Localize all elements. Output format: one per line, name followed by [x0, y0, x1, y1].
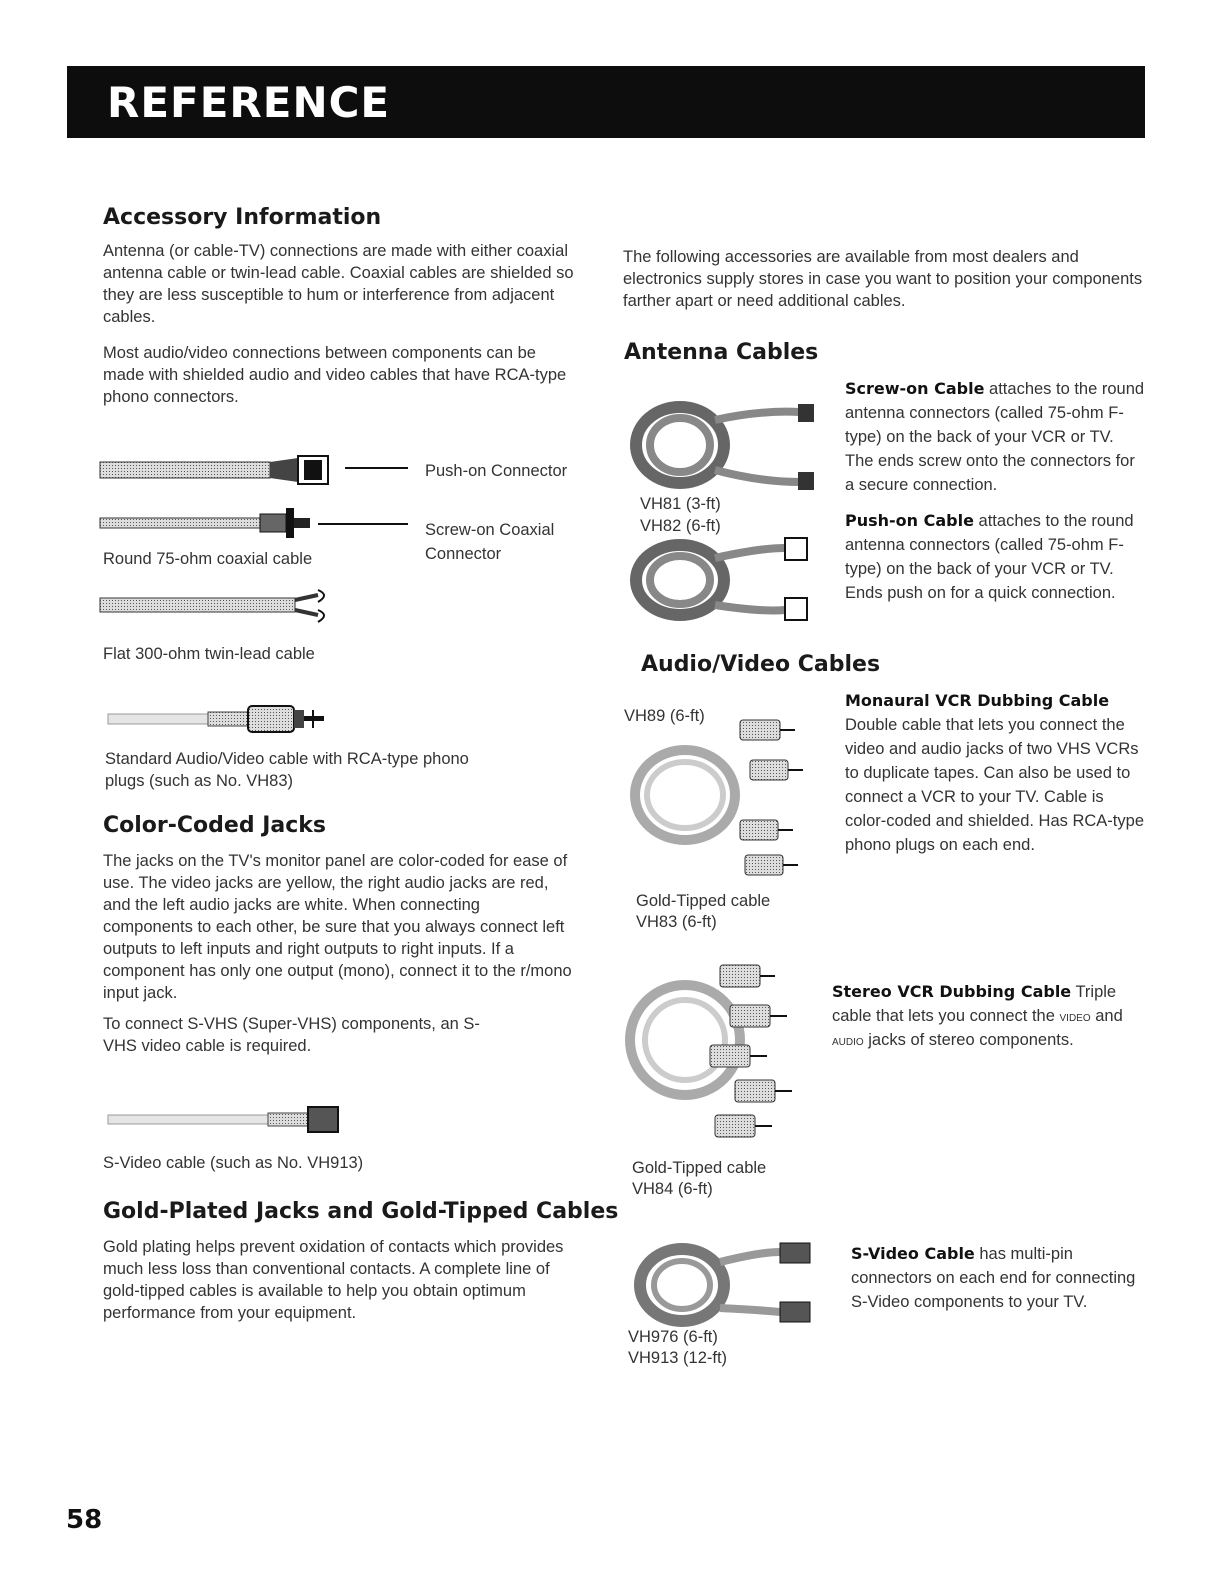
svideo-coil-illustration [620, 1240, 820, 1330]
svideo-cable-illustration [108, 1105, 348, 1135]
vh84-label: VH84 (6-ft) [632, 1180, 713, 1198]
av-cables-heading: Audio/Video Cables [641, 652, 881, 677]
vh83-cable-illustration [615, 935, 825, 1145]
vh83-label: VH83 (6-ft) [636, 913, 717, 931]
page-banner [67, 66, 1145, 138]
antenna-cables-heading: Antenna Cables [624, 340, 819, 365]
push-on-cable-title: Push-on Cable [845, 511, 974, 530]
and-text: and [1095, 1007, 1123, 1025]
color-coded-paragraph-2: To connect S-VHS (Super-VHS) components, an S-VHS video cable is required. [103, 1015, 480, 1055]
monaural-cable-text: Double cable that lets you connect the video and audio jacks of two VHS VCRs to duplicate tapes. Can also be used to connect a VCR to your TV. Cable is color-coded and shielded. Has RCA-type phono plugs on each end. [845, 716, 1144, 854]
stereo-cable-description [832, 980, 1142, 1052]
gold-tipped-label-1: Gold-Tipped cable [636, 892, 771, 910]
audio-small-caps: audio [832, 1032, 864, 1048]
gold-paragraph: Gold plating helps prevent oxidation of contacts which provides much less loss than conventional contacts. A complete line of gold-tipped cables is available to help you obtain optimum performance from your equipment. [103, 1238, 564, 1322]
push-on-connector-label: Push-on Connector [425, 462, 568, 480]
color-coded-paragraph-1: The jacks on the TV's monitor panel are color-coded for ease of use. The video jacks are yellow, the right audio jacks are red, and the left audio jacks are white. When connecting components to each other, be sure that you always connect left outputs to left inputs and right outputs to right inputs. If a component has only one output (mono), connect it to the r/mono input jack. [103, 852, 572, 1002]
twin-lead-caption: Flat 300-ohm twin-lead cable [103, 645, 315, 663]
svideo-cable-title: S-Video Cable [851, 1244, 975, 1263]
accessory-paragraph-1: Antenna (or cable-TV) connections are made with either coaxial antenna cable or twin-lead cable. Coaxial cables are shielded so they are less susceptible to hum or interference from adjacent cables. [103, 242, 574, 326]
page-title: REFERENCE [107, 78, 391, 127]
round-coax-caption: Round 75-ohm coaxial cable [103, 550, 313, 568]
vh89-label: VH89 (6-ft) [624, 707, 705, 725]
svideo-cable-description [851, 1242, 1151, 1314]
screw-on-connector-label: Screw-on Coaxial Connector [425, 521, 555, 563]
screw-on-cable-title: Screw-on Cable [845, 379, 985, 398]
stereo-cable-text-b: jacks of stereo components. [868, 1031, 1074, 1049]
gold-heading: Gold-Plated Jacks and Gold-Tipped Cables [103, 1199, 619, 1224]
accessory-paragraph-2: Most audio/video connections between components can be made with shielded audio and video cables that have RCA-type phono connectors. [103, 344, 567, 406]
vh82-label: VH82 (6-ft) [640, 517, 721, 535]
rca-cable-illustration [108, 700, 348, 740]
gold-tipped-label-2: Gold-Tipped cable [632, 1159, 767, 1177]
vh89-cable-illustration [620, 680, 830, 890]
vh81-label: VH81 (3-ft) [640, 495, 721, 513]
screw-on-cable-text: attaches to the round antenna connectors (called 75-ohm F-type) on the back of your VCR or TV. The ends screw onto the connectors for a secure connection. [845, 380, 1145, 494]
push-on-cable-description [845, 509, 1145, 605]
color-coded-heading: Color-Coded Jacks [103, 813, 327, 838]
monaural-cable-description [845, 689, 1145, 857]
intro-paragraph: The following accessories are available from most dealers and electronics supply stores in case you want to position your components farther apart or need additional cables. [623, 248, 1143, 310]
screw-on-cable-description [845, 377, 1145, 497]
vh976-label: VH976 (6-ft) [628, 1328, 718, 1346]
page-number: 58 [66, 1505, 103, 1535]
stereo-cable-text-a: Triple cable that lets you connect the [832, 983, 1117, 1025]
svideo-caption: S-Video cable (such as No. VH913) [103, 1154, 364, 1172]
svideo-cable-text: has multi-pin connectors on each end for connecting S-Video components to your TV. [851, 1245, 1136, 1311]
accessory-heading: Accessory Information [103, 205, 382, 230]
stereo-cable-title: Stereo VCR Dubbing Cable [832, 982, 1072, 1001]
video-small-caps: video [1059, 1008, 1091, 1024]
standard-av-caption: Standard Audio/Video cable with RCA-type phono plugs (such as No. VH83) [105, 750, 469, 790]
vh913-label: VH913 (12-ft) [628, 1349, 728, 1367]
push-on-cable-text: attaches to the round antenna connectors (called 75-ohm F-type) on the back of your VCR or TV. Ends push on for a quick connection. [845, 512, 1134, 602]
monaural-cable-title: Monaural VCR Dubbing Cable [845, 691, 1110, 710]
